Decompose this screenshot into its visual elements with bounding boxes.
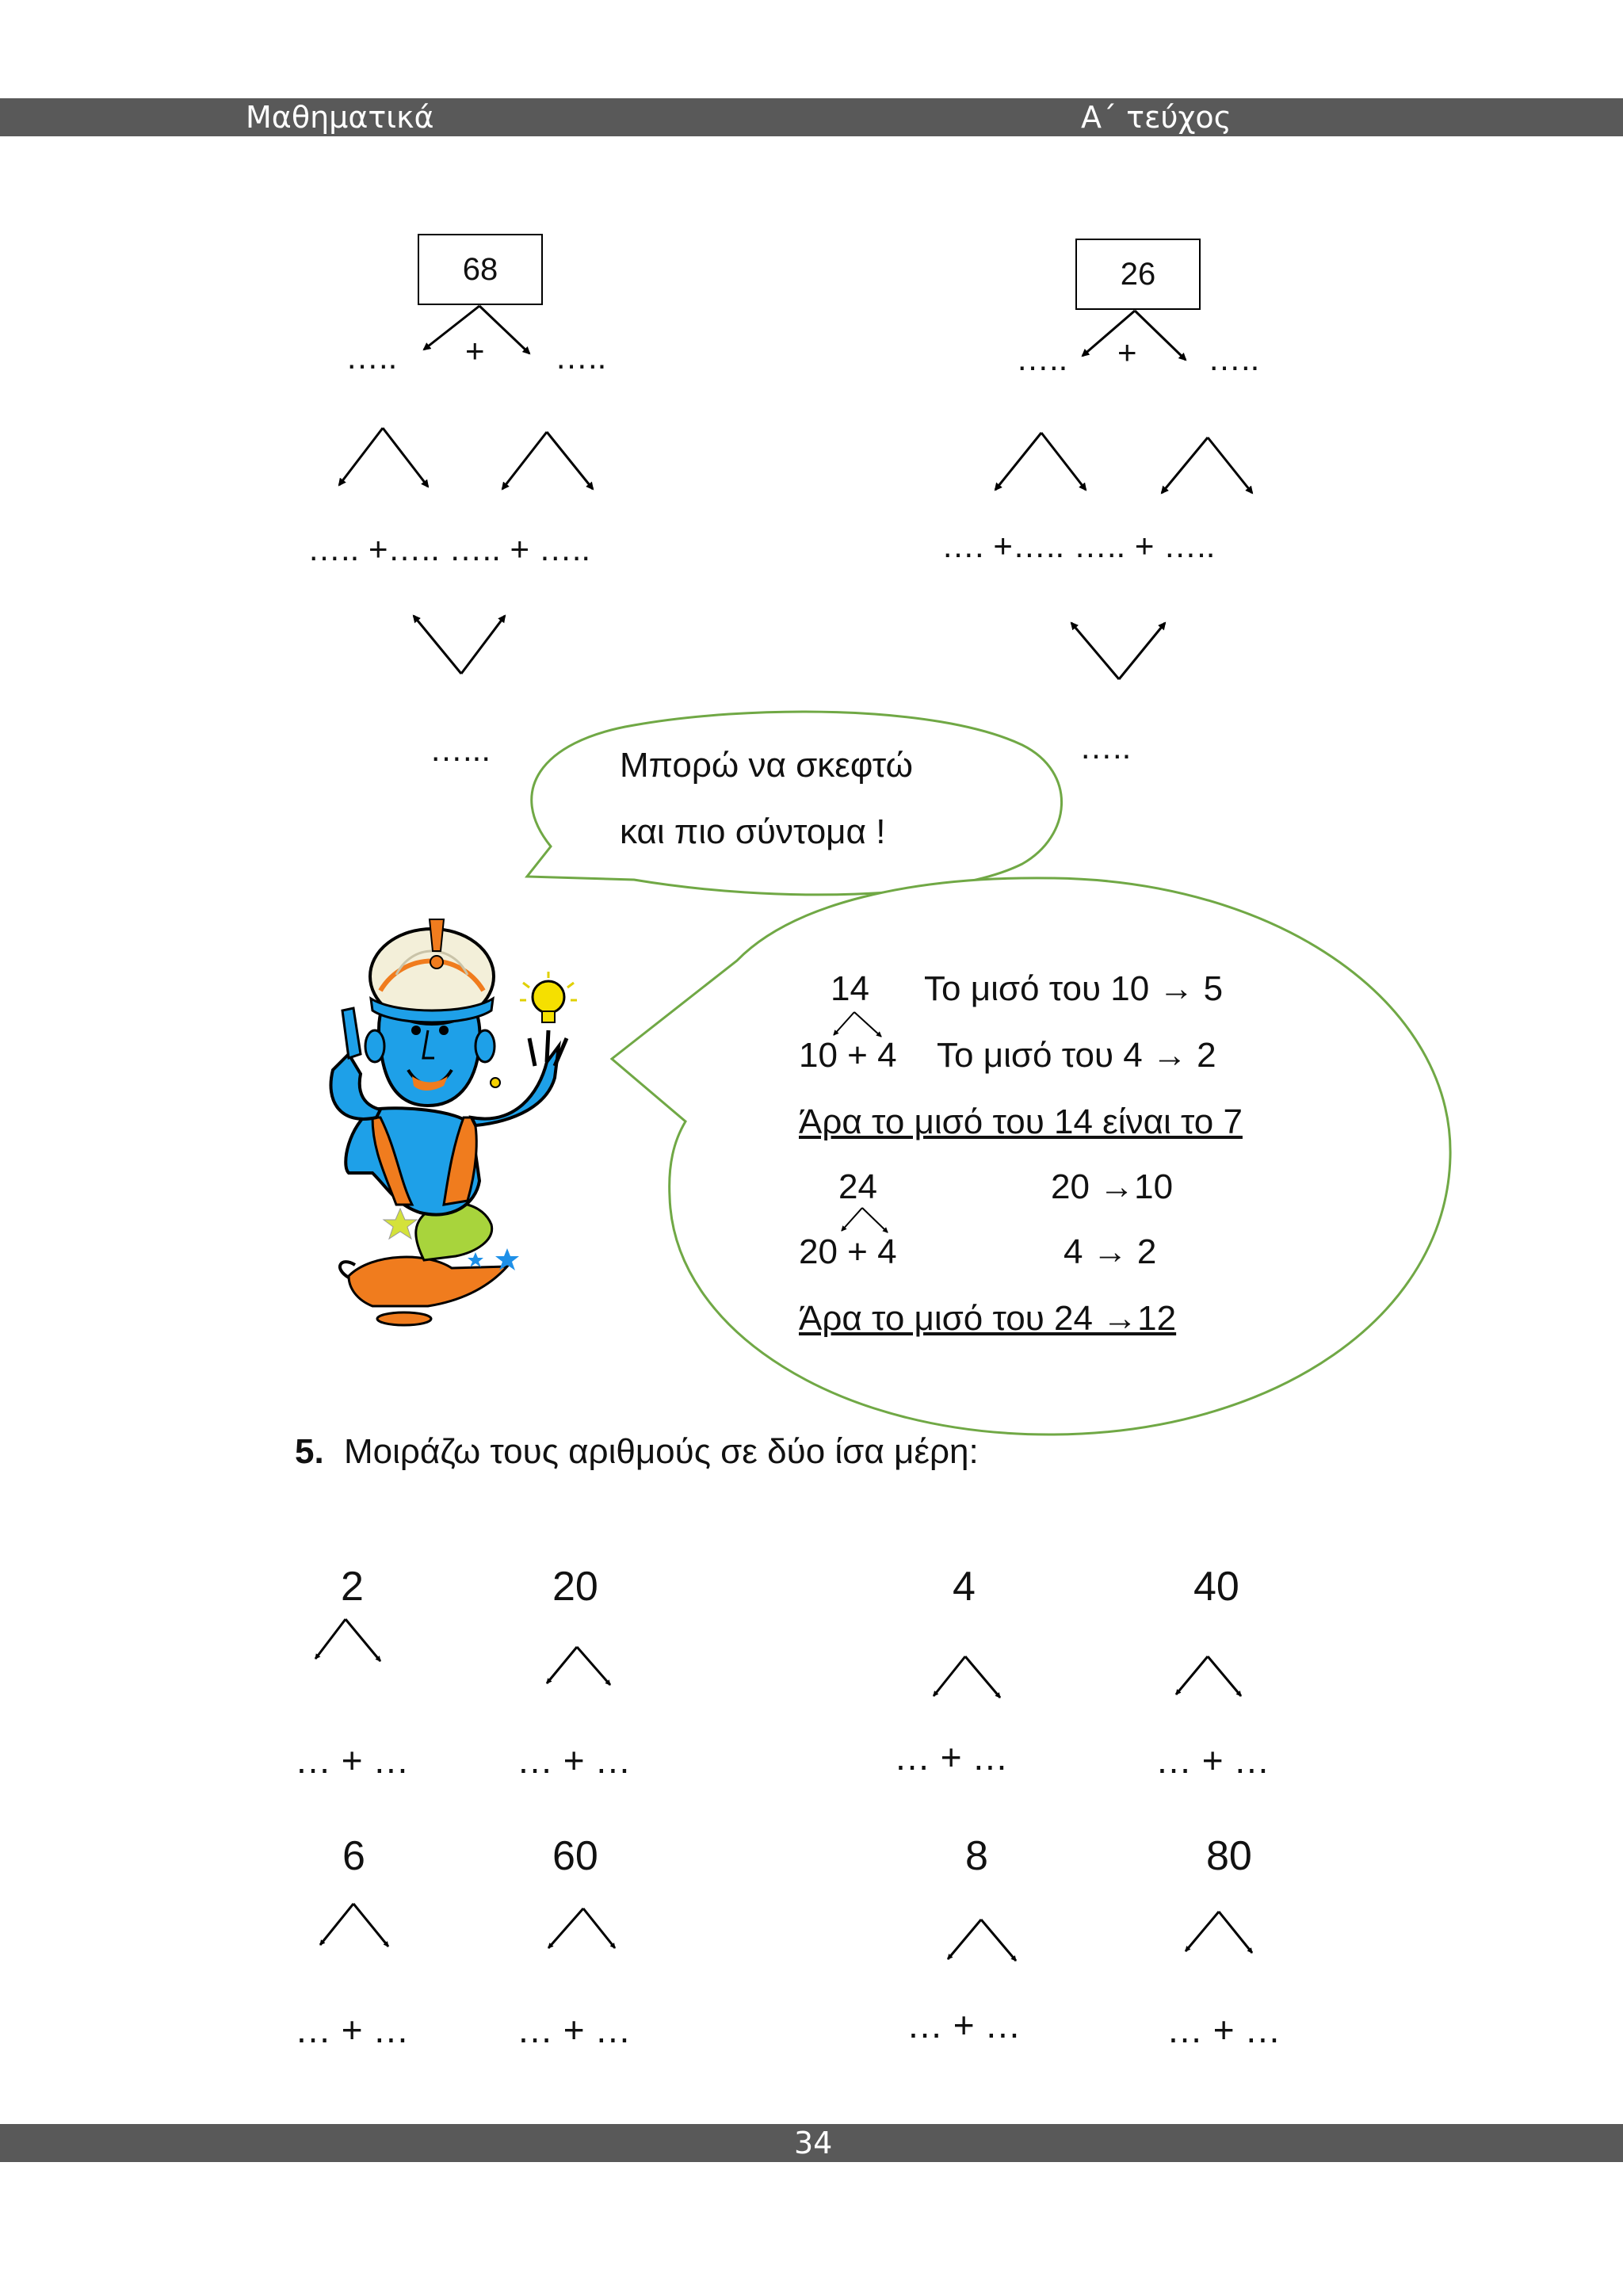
exercise5-arrows	[315, 1619, 1252, 1961]
header-volume: Α΄ τεύχος	[1081, 100, 1232, 135]
blank-26-left: …..	[1016, 340, 1068, 377]
ex5-value: 2	[341, 1564, 364, 1610]
thought-line-1: Μπορώ να σκεφτώ	[620, 746, 913, 785]
ex1-result: Άρα το μισό του 14 είναι το 7	[799, 1102, 1243, 1141]
thought-bubble-small	[527, 712, 1062, 895]
plus-68: +	[465, 332, 485, 369]
number-box-68: 68	[418, 234, 543, 305]
exercise-number: 5.	[295, 1432, 324, 1471]
number-box-26: 26	[1075, 239, 1201, 310]
star-icon	[384, 1209, 417, 1239]
lightbulb-icon	[520, 972, 577, 1022]
speech-bubble-large	[612, 878, 1450, 1435]
ex5-value: 60	[552, 1833, 598, 1879]
plus-26: +	[1117, 334, 1137, 371]
blank-68-left: …..	[346, 338, 398, 376]
ex2-half-a: 20 →10	[1051, 1167, 1174, 1206]
ex2-half-b: 4 → 2	[1064, 1232, 1157, 1271]
ex5-blank: … + …	[907, 2004, 1022, 2046]
ex1-half-b: Το μισό του 4 → 2	[937, 1036, 1216, 1075]
ex1-split: 10 + 4	[799, 1036, 897, 1075]
result-26: …..	[1079, 728, 1132, 766]
ex5-blank: … + …	[295, 1740, 410, 1781]
exercise-instruction: Μοιράζω τους αριθμούς σε δύο ίσα μέρη:	[344, 1432, 979, 1471]
ex2-result: Άρα το μισό του 24 →12	[799, 1299, 1177, 1338]
result-68: …...	[430, 731, 491, 768]
ex5-value: 80	[1206, 1833, 1252, 1879]
ex5-blank: … + …	[894, 1736, 1009, 1778]
header-subject: Μαθηματικά	[246, 100, 434, 135]
blank-26-right: …..	[1208, 340, 1260, 377]
ex5-value: 20	[552, 1564, 598, 1610]
magic-lamp-icon	[340, 1257, 507, 1325]
blank-68-right: …..	[555, 338, 607, 376]
row2-26: …. +….. ….. + …..	[941, 527, 1216, 564]
ex5-blank: … + …	[295, 2009, 410, 2050]
genie-illustration	[330, 919, 577, 1325]
ex5-blank: … + …	[517, 2009, 632, 2050]
ex5-value: 40	[1193, 1564, 1239, 1610]
ex1-number: 14	[831, 969, 869, 1008]
thought-line-2: και πιο σύντομα !	[620, 812, 886, 851]
ex2-number: 24	[838, 1167, 877, 1206]
ex5-value: 4	[953, 1564, 976, 1610]
ex1-half-a: Το μισό του 10 → 5	[924, 969, 1224, 1008]
ex5-blank: … + …	[1155, 1740, 1270, 1781]
page-number: 34	[794, 2126, 833, 2160]
ex5-blank: … + …	[517, 1740, 632, 1781]
ex2-split: 20 + 4	[799, 1232, 897, 1271]
row2-68: ….. +….. ….. + …..	[307, 530, 591, 567]
ex5-blank: … + …	[1167, 2009, 1281, 2050]
ex5-value: 8	[965, 1833, 988, 1879]
ex5-value: 6	[342, 1833, 365, 1879]
